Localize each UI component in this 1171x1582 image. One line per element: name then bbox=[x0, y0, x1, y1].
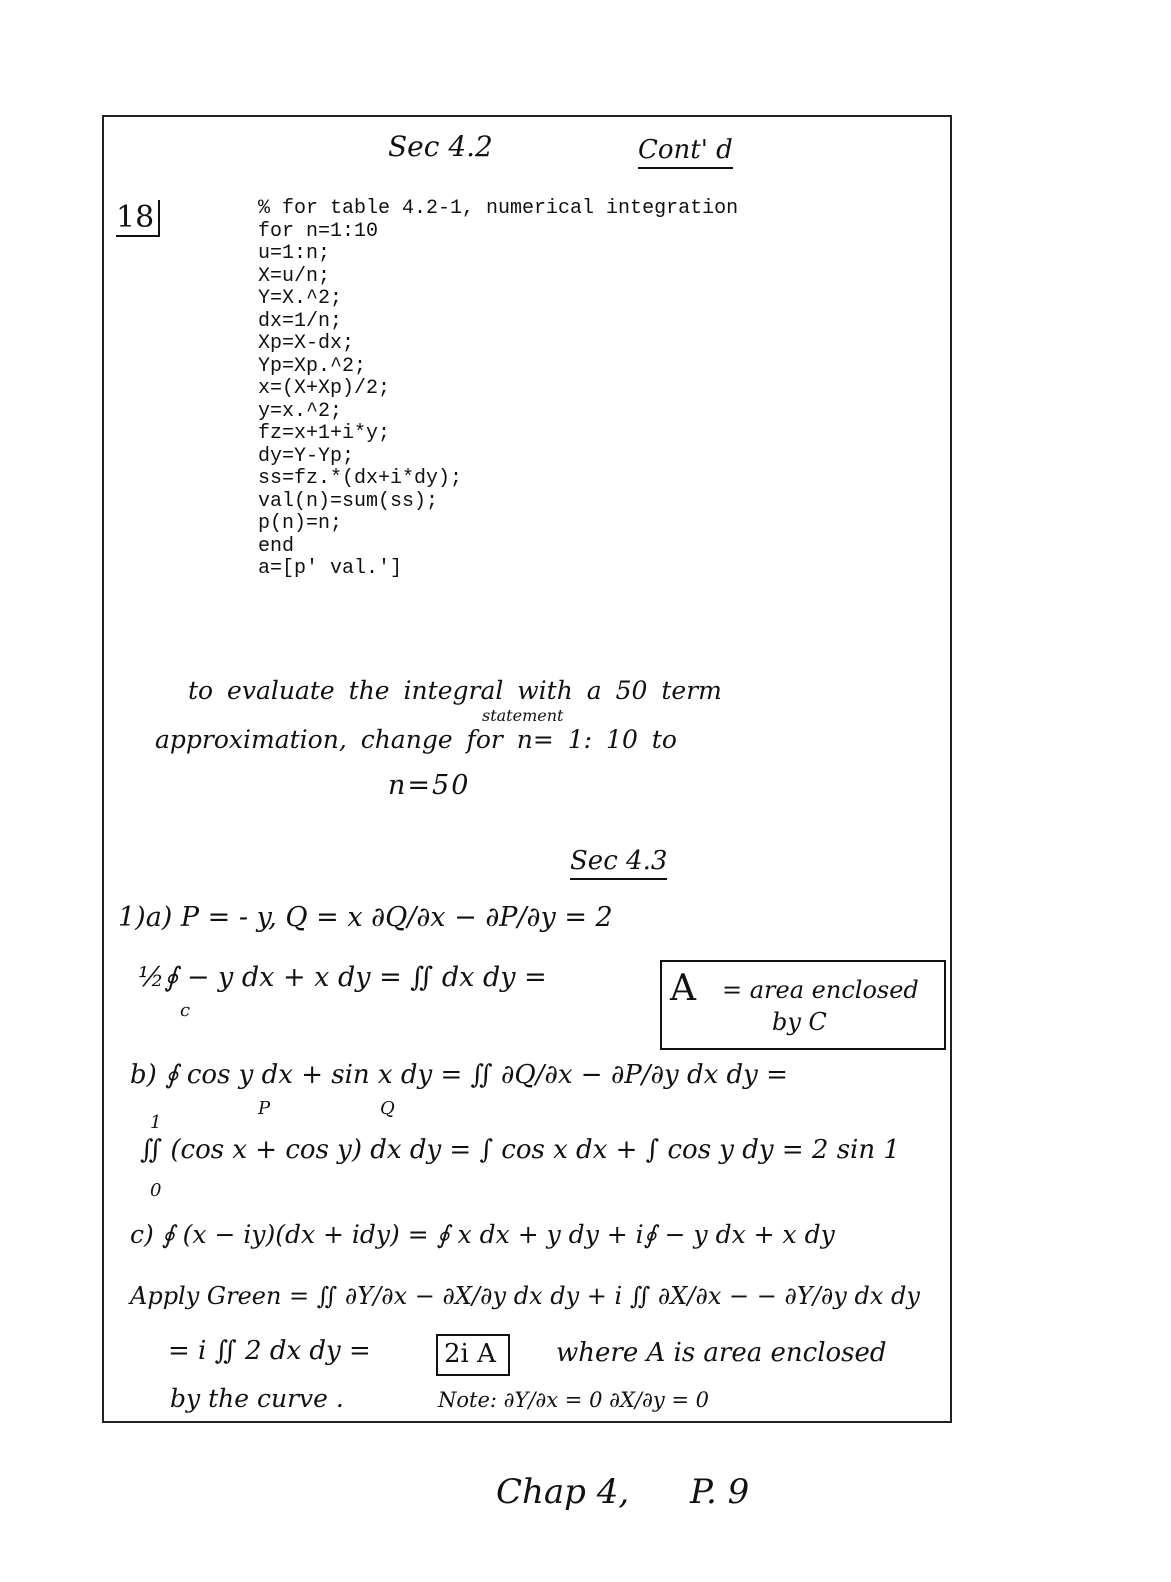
note-line-1: to evaluate the integral with a 50 term bbox=[188, 676, 722, 705]
part-c-line-1: c) ∮ (x − iy)(dx + idy) = ∮ x dx + y dy + i∮ − y dx + x dy bbox=[130, 1220, 835, 1249]
code-line: fz=x+1+i*y; bbox=[258, 422, 391, 445]
two-i-A-box bbox=[436, 1334, 510, 1376]
code-line: y=x.^2; bbox=[258, 399, 343, 423]
section-heading-4-2: Sec 4.2 bbox=[388, 130, 493, 163]
contd-label: Cont' d bbox=[638, 135, 733, 169]
footer-page-number: P. 9 bbox=[690, 1472, 750, 1512]
part-a-contour-label: c bbox=[180, 1000, 191, 1021]
problem-number-text: 18 bbox=[116, 200, 160, 237]
note-line-3: n=50 bbox=[388, 770, 471, 801]
code-line: Yp=Xp.^2; bbox=[258, 354, 367, 378]
part-b-sub-P: P bbox=[258, 1098, 271, 1119]
code-line: Xp=X-dx; bbox=[258, 332, 355, 355]
part-b-lower-limit: 0 bbox=[150, 1180, 162, 1201]
code-line: dy=Y-Yp; bbox=[258, 444, 355, 468]
code-line: dx=1/n; bbox=[258, 309, 343, 333]
two-i-A-text: 2i A bbox=[444, 1339, 496, 1369]
code-line: end bbox=[258, 534, 295, 558]
part-c-note: Note: ∂Y/∂x = 0 ∂X/∂y = 0 bbox=[438, 1388, 710, 1412]
code-line: p(n)=n; bbox=[258, 512, 343, 535]
area-box bbox=[660, 960, 946, 1050]
part-a-line-2: ½∮ − y dx + x dy = ∬ dx dy = bbox=[138, 962, 547, 993]
part-c-line-2: Apply Green = ∬ ∂Y/∂x − ∂X/∂y dx dy + i ∬ ∂X/∂x − − ∂Y/∂y dx dy bbox=[130, 1282, 920, 1310]
code-line: Y=X.^2; bbox=[258, 287, 343, 310]
code-line: u=1:n; bbox=[258, 242, 331, 265]
code-line: a=[p' val.'] bbox=[258, 557, 403, 580]
code-line: val(n)=sum(ss); bbox=[258, 489, 439, 513]
footer-chapter: Chap 4, bbox=[496, 1472, 630, 1512]
code-line: ss=fz.*(dx+i*dy); bbox=[258, 467, 463, 490]
part-c-line-3-start: = i ∬ 2 dx dy = bbox=[168, 1336, 371, 1366]
section-heading-4-3: Sec 4.3 bbox=[570, 846, 667, 880]
problem-number bbox=[116, 200, 160, 235]
note-insert-statement: statement bbox=[482, 706, 564, 725]
area-box-text-1: = area enclosed bbox=[722, 976, 919, 1004]
code-line: for n=1:10 bbox=[258, 219, 379, 243]
area-box-text-2: by C bbox=[772, 1008, 827, 1036]
part-c-line-4: by the curve . bbox=[170, 1384, 344, 1413]
code-line: X=u/n; bbox=[258, 264, 331, 288]
part-a-line-1: 1)a) P = - y, Q = x ∂Q/∂x − ∂P/∂y = 2 bbox=[118, 902, 613, 933]
code-line: x=(X+Xp)/2; bbox=[258, 377, 391, 400]
part-b-upper-limit: 1 bbox=[150, 1112, 162, 1133]
matlab-code-block bbox=[258, 198, 738, 581]
note-line-2: approximation, change for n= 1: 10 to bbox=[155, 725, 677, 754]
part-b-line-1: b) ∮ cos y dx + sin x dy = ∬ ∂Q/∂x − ∂P/∂y dx dy = bbox=[130, 1060, 788, 1090]
part-b-sub-Q: Q bbox=[380, 1098, 395, 1119]
code-line: % for table 4.2-1, numerical integration bbox=[258, 197, 739, 220]
part-b-line-2: ∬ (cos x + cos y) dx dy = ∫ cos x dx + ∫ cos y dy = 2 sin 1 bbox=[140, 1135, 900, 1165]
part-c-line-3-end: where A is area enclosed bbox=[556, 1338, 887, 1368]
area-box-symbol: A bbox=[670, 968, 696, 1009]
